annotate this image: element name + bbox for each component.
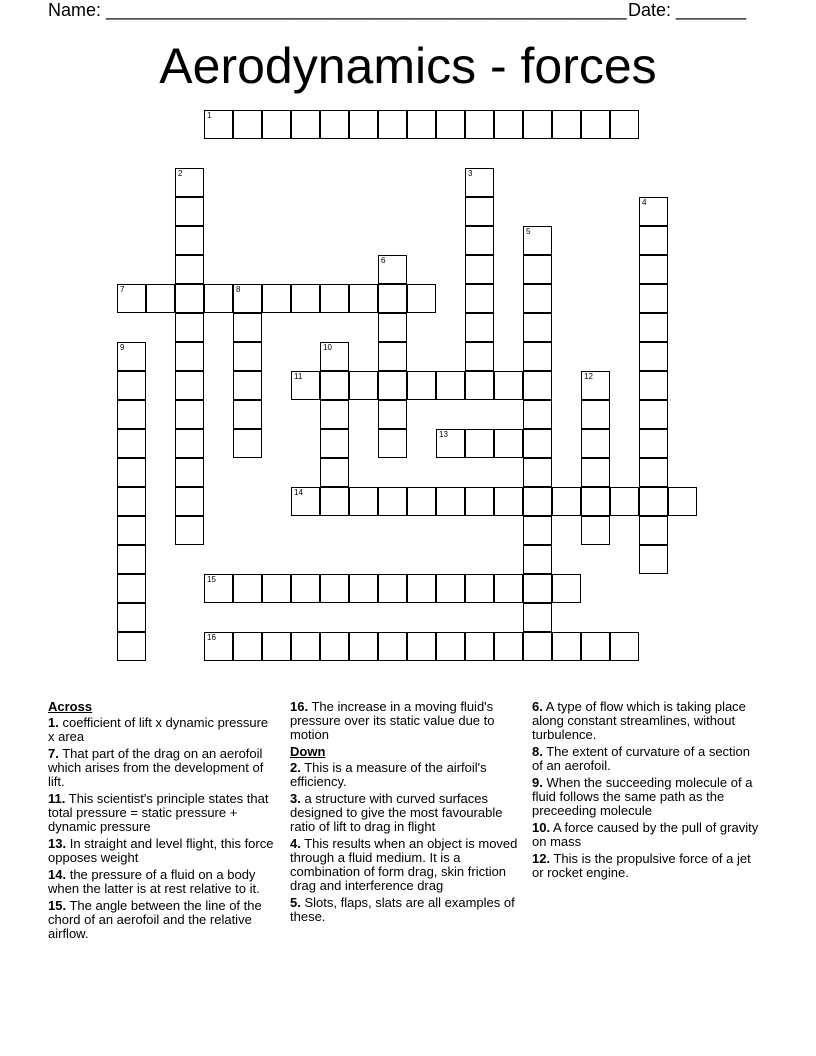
grid-cell[interactable]	[581, 632, 610, 661]
grid-cell[interactable]	[117, 284, 146, 313]
grid-cell[interactable]	[581, 400, 610, 429]
grid-cell[interactable]	[117, 574, 146, 603]
clue-number: 9	[120, 343, 125, 352]
grid-cell[interactable]	[581, 371, 610, 400]
grid-cell[interactable]	[552, 487, 581, 516]
grid-cell[interactable]	[204, 284, 233, 313]
grid-cell[interactable]	[465, 197, 494, 226]
grid-cell[interactable]	[175, 168, 204, 197]
grid-cell[interactable]	[523, 516, 552, 545]
grid-cell[interactable]	[581, 110, 610, 139]
grid-cell[interactable]	[523, 574, 552, 603]
grid-cell[interactable]	[175, 255, 204, 284]
grid-cell[interactable]	[204, 632, 233, 661]
down-heading: Down	[290, 744, 326, 759]
grid-cell[interactable]	[436, 487, 465, 516]
grid-cell[interactable]	[175, 284, 204, 313]
grid-cell[interactable]	[378, 429, 407, 458]
grid-cell[interactable]	[639, 342, 668, 371]
grid-cell[interactable]	[610, 487, 639, 516]
grid-cell[interactable]	[117, 516, 146, 545]
clue-down-9: 9. When the succeeding molecule of a fluid follows the same path as the preceeding molecule	[532, 775, 753, 818]
grid-cell[interactable]	[378, 487, 407, 516]
grid-cell[interactable]	[233, 400, 262, 429]
clue-across-13: 13. In straight and level flight, this force opposes weight	[48, 836, 274, 865]
grid-cell[interactable]	[117, 458, 146, 487]
grid-cell[interactable]	[639, 371, 668, 400]
grid-cell[interactable]	[175, 342, 204, 371]
grid-cell[interactable]	[407, 284, 436, 313]
grid-cell[interactable]	[552, 632, 581, 661]
grid-cell[interactable]	[291, 284, 320, 313]
grid-cell[interactable]	[291, 574, 320, 603]
grid-cell[interactable]	[639, 255, 668, 284]
grid-cell[interactable]	[175, 429, 204, 458]
clue-number: 3	[468, 169, 473, 178]
grid-cell[interactable]	[349, 487, 378, 516]
grid-cell[interactable]	[639, 429, 668, 458]
clue-number: 6	[381, 256, 386, 265]
clue-number: 12	[584, 372, 593, 381]
grid-cell[interactable]	[291, 632, 320, 661]
grid-cell[interactable]	[378, 284, 407, 313]
grid-cell[interactable]	[494, 574, 523, 603]
grid-cell[interactable]	[465, 284, 494, 313]
clue-down-8: 8. The extent of curvature of a section of an aerofoil.	[532, 744, 751, 773]
grid-cell[interactable]	[320, 632, 349, 661]
grid-cell[interactable]	[465, 574, 494, 603]
grid-cell[interactable]	[175, 371, 204, 400]
clue-down-5: 5. Slots, flaps, slats are all examples of these.	[290, 895, 515, 924]
grid-cell[interactable]	[378, 371, 407, 400]
grid-cell[interactable]	[291, 110, 320, 139]
grid-cell[interactable]	[494, 110, 523, 139]
grid-cell[interactable]	[233, 371, 262, 400]
grid-cell[interactable]	[552, 574, 581, 603]
grid-cell[interactable]	[349, 632, 378, 661]
grid-cell[interactable]	[552, 110, 581, 139]
grid-cell[interactable]	[117, 603, 146, 632]
grid-cell[interactable]	[175, 458, 204, 487]
grid-cell[interactable]	[233, 632, 262, 661]
grid-cell[interactable]	[639, 487, 668, 516]
grid-cell[interactable]	[639, 284, 668, 313]
grid-cell[interactable]	[320, 458, 349, 487]
grid-cell[interactable]	[117, 487, 146, 516]
grid-cell[interactable]	[175, 313, 204, 342]
grid-cell[interactable]	[494, 632, 523, 661]
page-title: Aerodynamics - forces	[159, 38, 657, 94]
clues-column-3	[532, 700, 760, 883]
grid-cell[interactable]	[465, 313, 494, 342]
grid-cell[interactable]	[320, 487, 349, 516]
grid-cell[interactable]	[639, 516, 668, 545]
grid-cell[interactable]	[523, 545, 552, 574]
clue-number: 8	[236, 285, 241, 294]
grid-cell[interactable]	[523, 313, 552, 342]
grid-cell[interactable]	[668, 487, 697, 516]
grid-cell[interactable]	[233, 284, 262, 313]
grid-cell[interactable]	[494, 371, 523, 400]
grid-cell[interactable]	[436, 632, 465, 661]
grid-cell[interactable]	[581, 487, 610, 516]
grid-cell[interactable]	[639, 545, 668, 574]
clue-across-14: 14. the pressure of a fluid on a body when the latter is at rest relative to it.	[48, 867, 260, 896]
grid-cell[interactable]	[639, 197, 668, 226]
clue-number: 4	[642, 198, 647, 207]
grid-cell[interactable]	[494, 429, 523, 458]
clue-across-11: 11. This scientist's principle states that total pressure = static pressure + dynamic pressure	[48, 791, 269, 834]
grid-cell[interactable]	[465, 226, 494, 255]
grid-cell[interactable]	[610, 110, 639, 139]
grid-cell[interactable]	[233, 313, 262, 342]
grid-cell[interactable]	[349, 110, 378, 139]
grid-cell[interactable]	[320, 429, 349, 458]
grid-cell[interactable]	[175, 516, 204, 545]
grid-cell[interactable]	[204, 110, 233, 139]
grid-cell[interactable]	[378, 632, 407, 661]
clue-across-1: 1. coefficient of lift x dynamic pressure x area	[48, 715, 269, 744]
grid-cell[interactable]	[523, 458, 552, 487]
grid-cell[interactable]	[523, 429, 552, 458]
grid-cell[interactable]	[581, 429, 610, 458]
grid-cell[interactable]	[523, 284, 552, 313]
clue-number: 7	[120, 285, 125, 294]
grid-cell[interactable]	[436, 371, 465, 400]
grid-cell[interactable]	[146, 284, 175, 313]
grid-cell[interactable]	[407, 487, 436, 516]
grid-cell[interactable]	[407, 110, 436, 139]
grid-cell[interactable]	[523, 226, 552, 255]
clue-number: 2	[178, 169, 183, 178]
grid-cell[interactable]	[523, 487, 552, 516]
clue-across-15: 15. The angle between the line of the chord of an aerofoil and the relative airflow.	[48, 898, 262, 941]
grid-cell[interactable]	[175, 400, 204, 429]
clue-number: 5	[526, 227, 531, 236]
grid-cell[interactable]	[465, 255, 494, 284]
clue-number: 1	[207, 111, 212, 120]
grid-cell[interactable]	[523, 603, 552, 632]
clues-column-1	[48, 700, 276, 944]
grid-cell[interactable]	[610, 632, 639, 661]
across-heading: Across	[48, 699, 93, 714]
grid-cell[interactable]	[233, 342, 262, 371]
grid-cell[interactable]	[117, 342, 146, 371]
grid-cell[interactable]	[465, 487, 494, 516]
grid-cell[interactable]	[523, 632, 552, 661]
grid-cell[interactable]	[436, 574, 465, 603]
grid-cell[interactable]	[436, 110, 465, 139]
clue-down-4: 4. This results when an object is moved through a fluid medium. It is a combination of form drag, skin friction drag and interference drag	[290, 836, 518, 893]
grid-cell[interactable]	[378, 400, 407, 429]
grid-cell[interactable]	[465, 168, 494, 197]
grid-cell[interactable]	[523, 371, 552, 400]
grid-cell[interactable]	[465, 371, 494, 400]
grid-cell[interactable]	[523, 400, 552, 429]
grid-cell[interactable]	[117, 545, 146, 574]
grid-cell[interactable]	[320, 371, 349, 400]
clue-across-16: 16. The increase in a moving fluid's pressure over its static value due to motion	[290, 699, 495, 742]
grid-cell[interactable]	[204, 574, 233, 603]
grid-cell[interactable]	[117, 632, 146, 661]
grid-cell[interactable]	[378, 574, 407, 603]
clue-number: 14	[294, 488, 303, 497]
grid-cell[interactable]	[233, 574, 262, 603]
grid-cell[interactable]	[233, 429, 262, 458]
grid-cell[interactable]	[639, 226, 668, 255]
grid-cell[interactable]	[320, 574, 349, 603]
grid-cell[interactable]	[407, 574, 436, 603]
grid-cell[interactable]	[378, 342, 407, 371]
grid-cell[interactable]	[349, 574, 378, 603]
grid-cell[interactable]	[523, 255, 552, 284]
grid-cell[interactable]	[175, 226, 204, 255]
grid-cell[interactable]	[233, 110, 262, 139]
grid-cell[interactable]	[320, 110, 349, 139]
name-field-label: Name: ____________________________________________________	[48, 0, 627, 20]
clue-number: 11	[294, 372, 303, 381]
grid-cell[interactable]	[465, 632, 494, 661]
grid-cell[interactable]	[465, 342, 494, 371]
clue-number: 16	[207, 633, 216, 642]
grid-cell[interactable]	[494, 487, 523, 516]
clue-number: 15	[207, 575, 216, 584]
grid-cell[interactable]	[117, 429, 146, 458]
grid-cell[interactable]	[349, 284, 378, 313]
grid-cell[interactable]	[320, 400, 349, 429]
grid-cell[interactable]	[378, 110, 407, 139]
grid-cell[interactable]	[639, 458, 668, 487]
clue-number: 13	[439, 430, 448, 439]
clue-down-3: 3. a structure with curved surfaces designed to give the most favourable ratio of lift to drag in flight	[290, 791, 503, 834]
clue-across-7: 7. That part of the drag on an aerofoil which arises from the development of lift.	[48, 746, 264, 789]
grid-cell[interactable]	[378, 313, 407, 342]
grid-cell[interactable]	[378, 255, 407, 284]
grid-cell[interactable]	[407, 632, 436, 661]
clue-number: 10	[323, 343, 332, 352]
grid-cell[interactable]	[465, 110, 494, 139]
grid-cell[interactable]	[581, 516, 610, 545]
grid-cell[interactable]	[262, 632, 291, 661]
grid-cell[interactable]	[262, 574, 291, 603]
grid-cell[interactable]	[320, 284, 349, 313]
date-field-label: Date: _______	[628, 0, 747, 20]
grid-cell[interactable]	[349, 371, 378, 400]
clue-down-2: 2. This is a measure of the airfoil's efficiency.	[290, 760, 487, 789]
grid-cell[interactable]	[291, 487, 320, 516]
clue-down-10: 10. A force caused by the pull of gravity on mass	[532, 820, 759, 849]
grid-cell[interactable]	[117, 400, 146, 429]
grid-cell[interactable]	[639, 313, 668, 342]
grid-cell[interactable]	[262, 110, 291, 139]
grid-cell[interactable]	[117, 371, 146, 400]
grid-cell[interactable]	[523, 342, 552, 371]
clue-down-6: 6. A type of flow which is taking place along constant streamlines, without turbulence.	[532, 699, 746, 742]
clues-column-2	[290, 700, 518, 927]
grid-cell[interactable]	[175, 487, 204, 516]
grid-cell[interactable]	[581, 458, 610, 487]
clue-down-12: 12. This is the propulsive force of a jet or rocket engine.	[532, 851, 751, 880]
grid-cell[interactable]	[436, 429, 465, 458]
grid-cell[interactable]	[320, 342, 349, 371]
grid-cell[interactable]	[523, 110, 552, 139]
grid-cell[interactable]	[175, 197, 204, 226]
grid-cell[interactable]	[262, 284, 291, 313]
grid-cell[interactable]	[407, 371, 436, 400]
grid-cell[interactable]	[639, 400, 668, 429]
grid-cell[interactable]	[291, 371, 320, 400]
grid-cell[interactable]	[465, 429, 494, 458]
